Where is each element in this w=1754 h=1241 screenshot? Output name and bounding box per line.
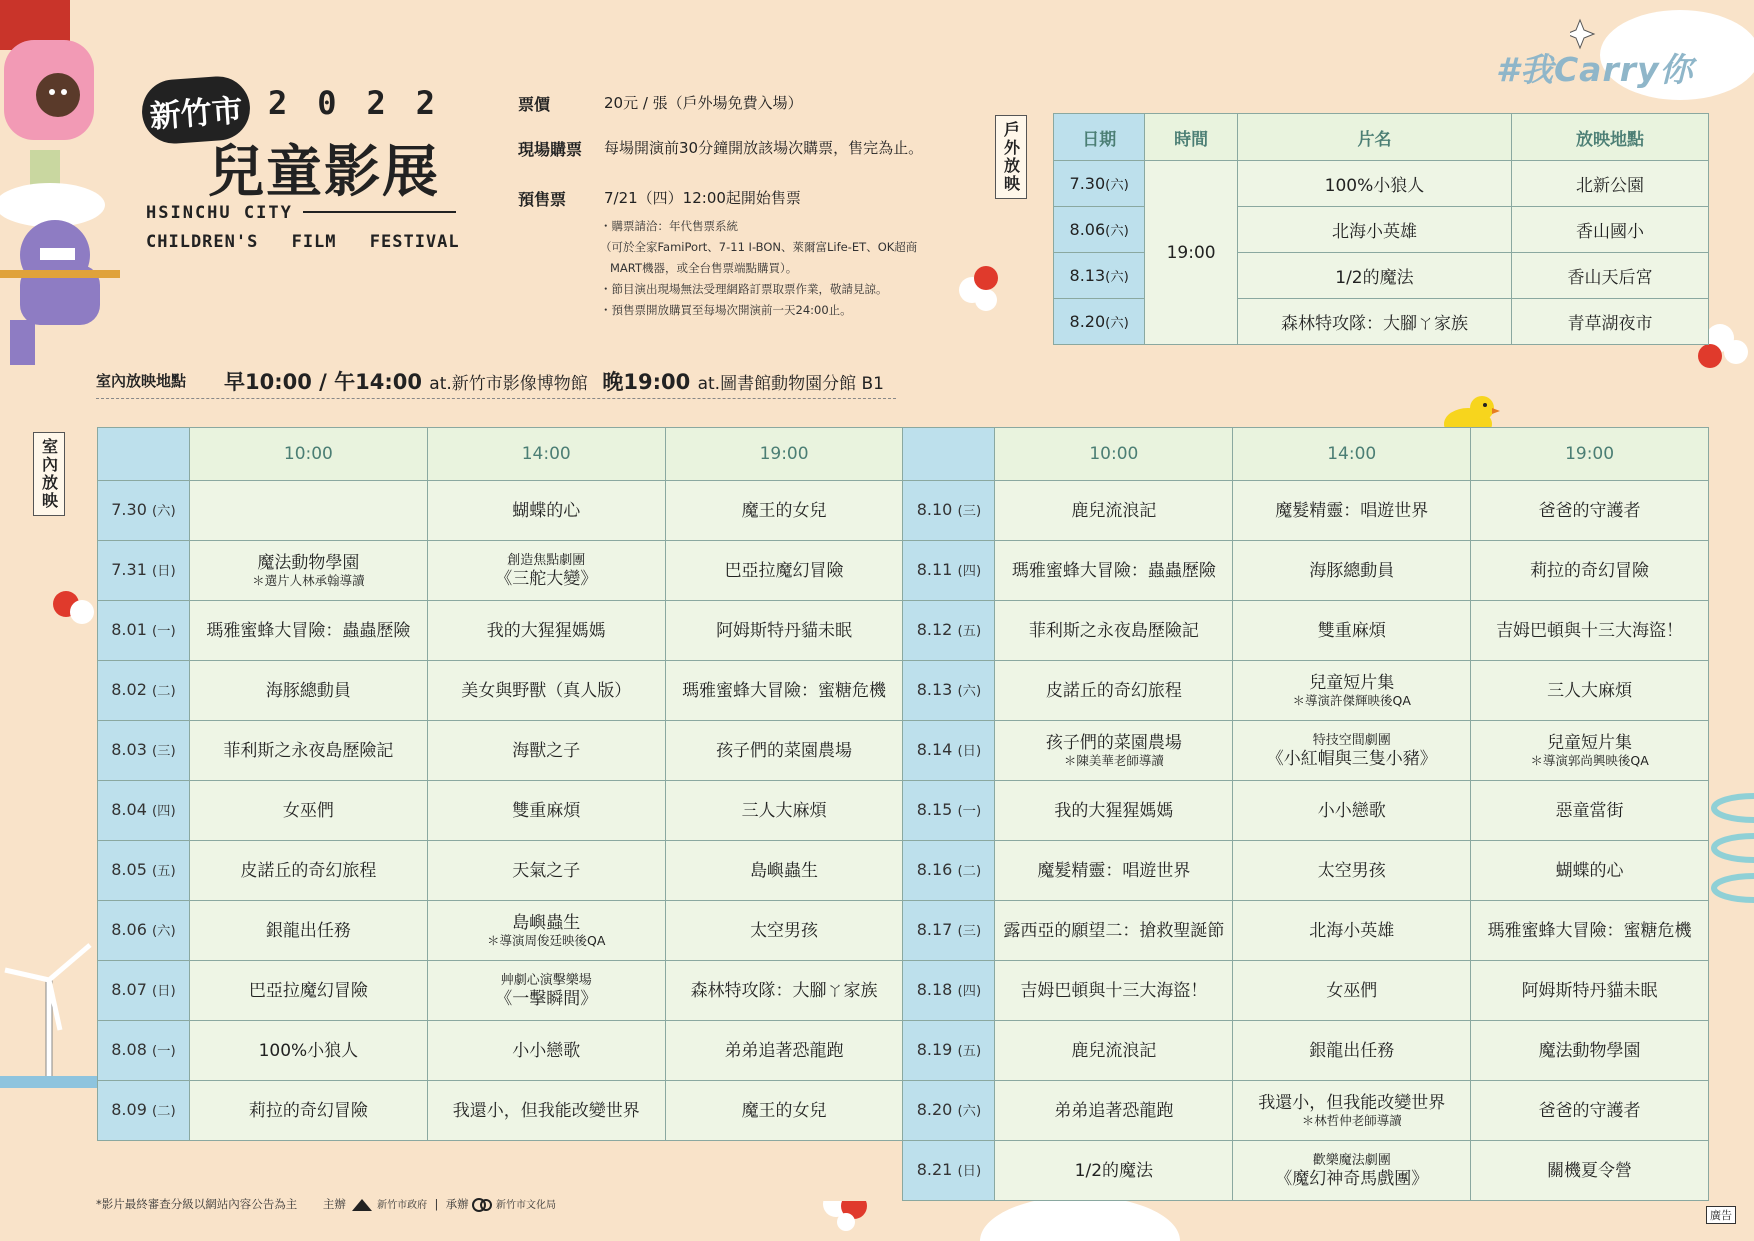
screening-cell [665, 781, 903, 841]
screening-cell [427, 721, 665, 781]
screening-note: ＊陳美華老師導讀 [1063, 752, 1164, 768]
film-title: 小小戀歌 [1317, 800, 1386, 821]
film-title: 我的大猩猩媽媽 [1054, 800, 1174, 821]
outdoor-label: 戶外放映 [995, 115, 1027, 199]
screening-cell [995, 901, 1233, 961]
table-row [98, 841, 1709, 901]
screening-cell [189, 721, 427, 781]
screening-cell [189, 841, 427, 901]
screening-cell [427, 601, 665, 661]
onsite-label: 現場購票 [518, 140, 583, 159]
film-title: 三人大麻煩 [741, 800, 827, 821]
ticket-note: ・節目演出現場無法受理網路訂票取票作業，敬請見諒。 [600, 282, 888, 296]
grid-date: 8.15 (一) [903, 781, 995, 841]
screening-cell [427, 661, 665, 721]
grid-header-time: 19:00 [665, 428, 903, 481]
film-title: 《魔幻神奇馬戲團》 [1275, 1168, 1429, 1189]
grid-header-time: 14:00 [1233, 428, 1471, 481]
ad-label: 廣告 [1706, 1206, 1736, 1224]
screening-cell [995, 781, 1233, 841]
grid-header-date [98, 428, 190, 481]
troupe-name: 創造焦點劇團 [507, 552, 586, 568]
footer-note: *影片最終審查分級以網站內容公告為主 [96, 1197, 298, 1211]
screening-cell [427, 781, 665, 841]
morning-times: 早10:00 / 午14:00 [224, 370, 422, 394]
grid-date: 8.05 (五) [98, 841, 190, 901]
screening-cell [1233, 1021, 1471, 1081]
grid-date: 8.13 (六) [903, 661, 995, 721]
table-row [98, 901, 1709, 961]
screening-note: ＊導演郭尚興映後QA [1530, 752, 1649, 768]
film-title: 島嶼蟲生 [512, 912, 581, 933]
host-logo-icon [350, 1198, 374, 1212]
grid-header-time: 19:00 [1471, 428, 1709, 481]
ticket-note: ・預售票開放購買至每場次開演前一天24:00止。 [600, 303, 852, 317]
screening-cell [995, 661, 1233, 721]
film-title: 北海小英雄 [1309, 920, 1395, 941]
screening-cell [1471, 721, 1709, 781]
screening-cell [1471, 1021, 1709, 1081]
outdoor-film: 1/2的魔法 [1237, 253, 1511, 299]
film-title: 銀龍出任務 [1309, 1040, 1395, 1061]
evening-time: 晚19:00 [602, 370, 691, 394]
outdoor-film: 森林特攻隊：大腳ㄚ家族 [1237, 299, 1511, 345]
screening-cell [665, 1021, 903, 1081]
screening-cell [995, 1021, 1233, 1081]
screening-cell [1233, 541, 1471, 601]
film-title: 瑪雅蜜蜂大冒險：蜜糖危機 [1487, 920, 1692, 941]
screening-note: ＊林哲仲老師導讀 [1301, 1112, 1402, 1128]
grid-date: 8.04 (四) [98, 781, 190, 841]
grid-date: 8.18 (四) [903, 961, 995, 1021]
film-title: 鹿兒流浪記 [1071, 1040, 1157, 1061]
outdoor-film: 100%小狼人 [1237, 161, 1511, 207]
screening-cell [189, 601, 427, 661]
grid-date: 8.14 (日) [903, 721, 995, 781]
outdoor-header-date: 日期 [1054, 114, 1145, 161]
film-title: 菲利斯之永夜島歷險記 [223, 740, 394, 761]
film-title: 太空男孩 [1317, 860, 1386, 881]
dashed-divider [96, 398, 896, 399]
screening-cell [1233, 721, 1471, 781]
film-title: 海豚總動員 [1309, 560, 1395, 581]
screening-cell [665, 841, 903, 901]
troupe-name: 歡樂魔法劇團 [1312, 1152, 1391, 1168]
screening-cell [1471, 1141, 1709, 1201]
host-name: 新竹市政府 [377, 1200, 428, 1211]
screening-cell [189, 541, 427, 601]
film-title: 美女與野獸（真人版） [461, 680, 632, 701]
film-title: 《小紅帽與三隻小豬》 [1266, 748, 1437, 769]
film-title: 鹿兒流浪記 [1071, 500, 1157, 521]
ring-illustration [1708, 788, 1754, 938]
organizer-name: 新竹市文化局 [495, 1200, 556, 1211]
film-title: 女巫們 [1326, 980, 1378, 1001]
grid-date: 8.20 (六) [903, 1081, 995, 1141]
film-title: 我還小，但我能改變世界 [1258, 1092, 1446, 1113]
screening-cell [1233, 661, 1471, 721]
film-title: 孩子們的菜園農場 [1045, 732, 1182, 753]
film-title: 我的大猩猩媽媽 [486, 620, 606, 641]
screening-cell [189, 1081, 427, 1141]
film-title: 魔王的女兒 [741, 1100, 827, 1121]
screening-note: ＊導演許傑輝映後QA [1292, 692, 1411, 708]
screening-cell [665, 961, 903, 1021]
film-title: 海豚總動員 [265, 680, 351, 701]
table-row [98, 1141, 1709, 1201]
film-title: 瑪雅蜜蜂大冒險：蟲蟲歷險 [206, 620, 411, 641]
film-title: 爸爸的守護者 [1538, 1100, 1641, 1121]
screening-cell [995, 841, 1233, 901]
film-title: 魔法動物學園 [257, 552, 360, 573]
film-title: 阿姆斯特丹貓未眠 [716, 620, 853, 641]
price-label: 票價 [518, 95, 551, 114]
indoor-label: 室內放映 [33, 432, 65, 516]
film-title: 巴亞拉魔幻冒險 [248, 980, 368, 1001]
grid-date: 8.16 (二) [903, 841, 995, 901]
outdoor-venue: 青草湖夜市 [1512, 299, 1709, 345]
screening-cell [427, 901, 665, 961]
film-title: 《一擊瞬間》 [495, 988, 598, 1009]
outdoor-header-venue: 放映地點 [1512, 114, 1709, 161]
presale-label: 預售票 [518, 190, 567, 209]
screening-note: ＊選片人林承翰導讀 [252, 572, 365, 588]
grid-date: 8.17 (三) [903, 901, 995, 961]
screening-cell [1233, 841, 1471, 901]
film-title: 兒童短片集 [1547, 732, 1633, 753]
film-title: 《三舵大變》 [495, 568, 598, 589]
film-title: 島嶼蟲生 [750, 860, 819, 881]
screening-cell [189, 781, 427, 841]
logo-divider [303, 211, 456, 213]
grid-header-time: 10:00 [189, 428, 427, 481]
screening-cell [189, 901, 427, 961]
bubble-decoration [52, 586, 96, 626]
grid-date: 7.31 (日) [98, 541, 190, 601]
screening-cell [665, 601, 903, 661]
screening-cell [665, 661, 903, 721]
screening-cell [1471, 901, 1709, 961]
film-title: 兒童短片集 [1309, 672, 1395, 693]
film-title: 關機夏令營 [1547, 1160, 1633, 1181]
grid-date: 8.21 (日) [903, 1141, 995, 1201]
screening-cell [1471, 1081, 1709, 1141]
grid-date: 8.03 (三) [98, 721, 190, 781]
outdoor-date: 7.30(六) [1054, 161, 1145, 207]
evening-venue: at.圖書館動物園分館 B1 [697, 374, 884, 394]
ticket-note: ・購票請洽：年代售票系統 [600, 219, 738, 233]
film-title: 魔髮精靈：唱遊世界 [1275, 500, 1429, 521]
screening-cell [1233, 601, 1471, 661]
logo-english-line1: HSINCHU CITY [146, 203, 293, 223]
film-title: 天氣之子 [512, 860, 581, 881]
film-title: 蝴蝶的心 [512, 500, 581, 521]
indoor-schedule-table [97, 427, 1709, 1201]
film-title: 弟弟追著恐龍跑 [724, 1040, 844, 1061]
screening-cell [995, 481, 1233, 541]
screening-cell [665, 721, 903, 781]
screening-cell [427, 1081, 665, 1141]
screening-cell [1233, 961, 1471, 1021]
presale-value: 7/21（四）12:00起開始售票 [604, 189, 801, 207]
grid-date: 8.01 (一) [98, 601, 190, 661]
table-row [98, 721, 1709, 781]
grid-date: 8.07 (日) [98, 961, 190, 1021]
table-row [98, 781, 1709, 841]
grid-date: 8.08 (一) [98, 1021, 190, 1081]
character-illustration [0, 0, 160, 380]
outdoor-header-time: 時間 [1145, 114, 1237, 161]
outdoor-time: 19:00 [1145, 161, 1237, 345]
screening-cell [1471, 961, 1709, 1021]
film-title: 莉拉的奇幻冒險 [248, 1100, 368, 1121]
screening-cell [1233, 901, 1471, 961]
film-title: 魔髮精靈：唱遊世界 [1037, 860, 1191, 881]
logo-year: 2022 [268, 84, 466, 122]
screening-cell [189, 961, 427, 1021]
outdoor-venue: 香山天后宮 [1512, 253, 1709, 299]
table-row [98, 601, 1709, 661]
grid-header-time: 10:00 [995, 428, 1233, 481]
screening-cell [427, 1021, 665, 1081]
film-title: 1/2的魔法 [1074, 1160, 1154, 1181]
grid-date: 8.09 (二) [98, 1081, 190, 1141]
film-title: 吉姆巴頓與十三大海盜！ [1020, 980, 1208, 1001]
screening-cell [995, 961, 1233, 1021]
screening-cell [1233, 1141, 1471, 1201]
onsite-value: 每場開演前30分鐘開放該場次購票，售完為止。 [604, 139, 924, 157]
film-title: 100%小狼人 [258, 1040, 359, 1061]
grid-date: 8.11 (四) [903, 541, 995, 601]
outdoor-venue: 北新公園 [1512, 161, 1709, 207]
screening-cell [427, 541, 665, 601]
film-title: 露西亞的願望二：搶救聖誕節 [1003, 920, 1225, 941]
film-title: 魔法動物學園 [1538, 1040, 1641, 1061]
film-title: 蝴蝶的心 [1555, 860, 1624, 881]
screening-cell [1233, 781, 1471, 841]
outdoor-venue: 香山國小 [1512, 207, 1709, 253]
ticket-notes [600, 216, 917, 321]
grid-date: 8.06 (六) [98, 901, 190, 961]
film-title: 惡童當街 [1555, 800, 1624, 821]
film-title: 太空男孩 [750, 920, 819, 941]
screening-cell [427, 841, 665, 901]
screening-cell [189, 481, 427, 541]
film-title: 雙重麻煩 [1317, 620, 1386, 641]
outdoor-film: 北海小英雄 [1237, 207, 1511, 253]
screening-cell [665, 541, 903, 601]
film-title: 我還小，但我能改變世界 [452, 1100, 640, 1121]
grid-header-time: 14:00 [427, 428, 665, 481]
organizer-label: 承辦 [445, 1197, 469, 1211]
host-label: 主辦 [322, 1197, 346, 1211]
film-title: 莉拉的奇幻冒險 [1530, 560, 1650, 581]
film-title: 雙重麻煩 [512, 800, 581, 821]
outdoor-date: 8.13(六) [1054, 253, 1145, 299]
film-title: 吉姆巴頓與十三大海盜！ [1496, 620, 1684, 641]
screening-cell [1471, 841, 1709, 901]
table-row [98, 1081, 1709, 1141]
screening-cell [1471, 781, 1709, 841]
grid-header-date [903, 428, 995, 481]
film-title: 女巫們 [282, 800, 334, 821]
indoor-times-line [224, 366, 884, 396]
screening-cell [189, 661, 427, 721]
screening-cell [1471, 661, 1709, 721]
hashtag: #我Carry你 [1496, 50, 1694, 89]
screening-cell [995, 721, 1233, 781]
grid-date: 8.10 (三) [903, 481, 995, 541]
film-title: 小小戀歌 [512, 1040, 581, 1061]
film-title: 孩子們的菜園農場 [716, 740, 853, 761]
morning-venue: at.新竹市影像博物館 [429, 374, 588, 394]
screening-cell [1471, 541, 1709, 601]
table-row [98, 1021, 1709, 1081]
screening-cell [665, 481, 903, 541]
troupe-name: 艸劇心演擊樂場 [500, 972, 592, 988]
outdoor-schedule-table [1053, 113, 1709, 345]
screening-cell [1233, 1081, 1471, 1141]
film-title: 爸爸的守護者 [1538, 500, 1641, 521]
grid-date: 8.02 (二) [98, 661, 190, 721]
organizer-logo-icon [472, 1198, 492, 1212]
screening-note: ＊導演周俊廷映後QA [487, 932, 606, 948]
ticket-note: MART機器，或全台售票端點購買）。 [610, 261, 798, 275]
screening-cell [995, 541, 1233, 601]
film-title: 銀龍出任務 [265, 920, 351, 941]
film-title: 弟弟追著恐龍跑 [1054, 1100, 1174, 1121]
windmill-illustration [0, 940, 100, 1090]
film-title: 三人大麻煩 [1547, 680, 1633, 701]
price-value: 20元 / 張（戶外場免費入場） [604, 94, 803, 112]
footer: *影片最終審查分級以網站內容公告為主 主辦 新竹市政府 | 承辦 新竹市文化局 [96, 1197, 556, 1211]
table-row [98, 661, 1709, 721]
bubble-decoration [958, 264, 1002, 312]
screening-cell [665, 1081, 903, 1141]
film-title: 皮諾丘的奇幻旅程 [240, 860, 377, 881]
troupe-name: 特技空間劇團 [1312, 732, 1391, 748]
screening-cell [427, 481, 665, 541]
logo-english-line2: CHILDREN'S FILM FESTIVAL [146, 232, 460, 252]
film-title: 菲利斯之永夜島歷險記 [1028, 620, 1199, 641]
film-title: 瑪雅蜜蜂大冒險：蟲蟲歷險 [1011, 560, 1216, 581]
table-row [98, 541, 1709, 601]
screening-cell [1471, 601, 1709, 661]
outdoor-header-film: 片名 [1237, 114, 1511, 161]
table-row [98, 961, 1709, 1021]
table-row [98, 481, 1709, 541]
film-title: 瑪雅蜜蜂大冒險：蜜糖危機 [682, 680, 887, 701]
film-title: 森林特攻隊：大腳ㄚ家族 [690, 980, 878, 1001]
screening-cell [189, 1021, 427, 1081]
ticket-note: （可於全家FamiPort、7-11 I-BON、萊爾富Life-ET、OK超商 [600, 240, 918, 254]
grid-date: 7.30 (六) [98, 481, 190, 541]
screening-cell [665, 901, 903, 961]
film-title: 阿姆斯特丹貓未眠 [1521, 980, 1658, 1001]
screening-cell [1471, 481, 1709, 541]
screening-cell [995, 1141, 1233, 1201]
logo-title: 兒童影展 [208, 140, 440, 205]
grid-date: 8.19 (五) [903, 1021, 995, 1081]
film-title: 巴亞拉魔幻冒險 [724, 560, 844, 581]
logo-city-badge: 新竹市 [140, 74, 252, 145]
screening-cell [1233, 481, 1471, 541]
screening-cell [427, 961, 665, 1021]
grid-date: 8.12 (五) [903, 601, 995, 661]
indoor-venue-heading: 室內放映地點 [96, 372, 187, 390]
outdoor-date: 8.06(六) [1054, 207, 1145, 253]
empty-area [98, 1141, 903, 1201]
film-title: 皮諾丘的奇幻旅程 [1045, 680, 1182, 701]
film-title: 海獸之子 [512, 740, 581, 761]
screening-cell [995, 1081, 1233, 1141]
screening-cell [995, 601, 1233, 661]
film-title: 魔王的女兒 [741, 500, 827, 521]
outdoor-date: 8.20(六) [1054, 299, 1145, 345]
